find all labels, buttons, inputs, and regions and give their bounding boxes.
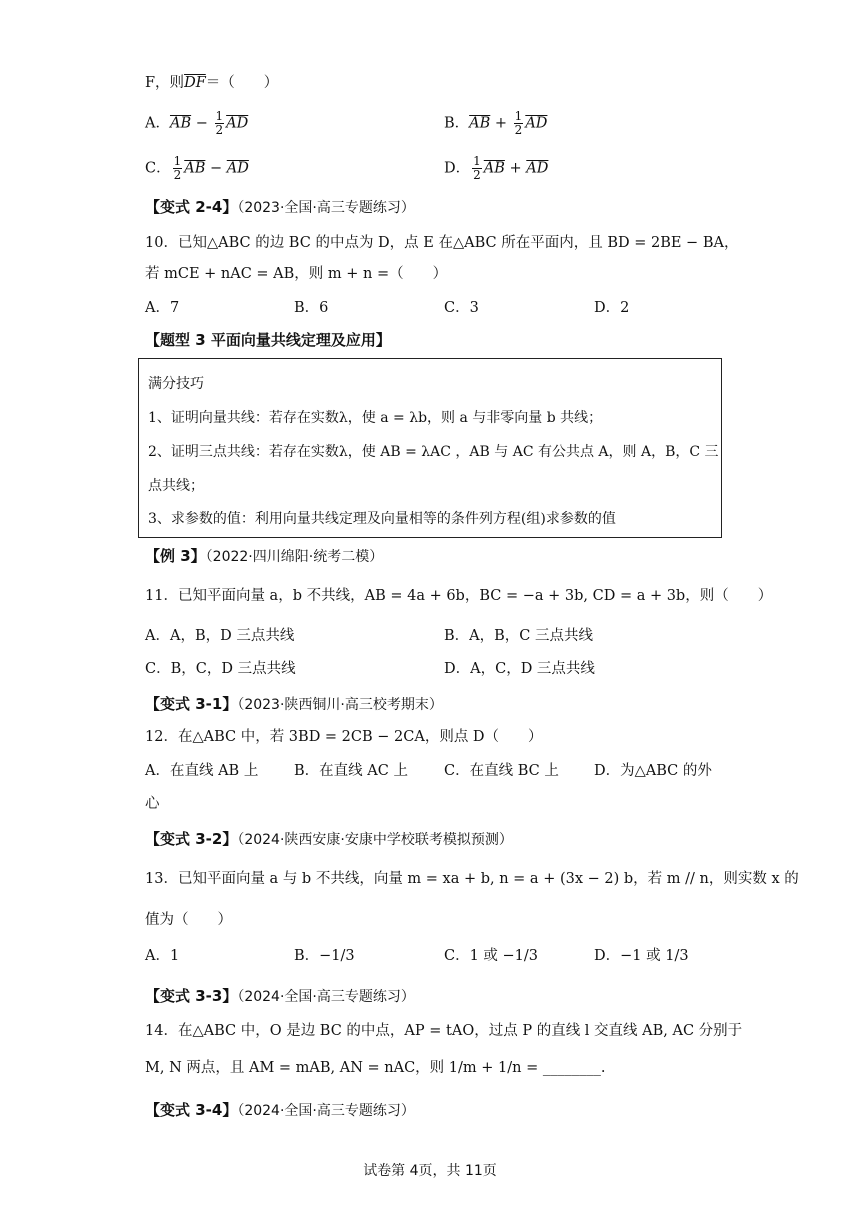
q11-option-c: C．B，C，D 三点共线: [145, 661, 296, 677]
q12-option-a: A．在直线 AB 上: [145, 763, 259, 779]
option-label: B．: [444, 115, 470, 132]
q9-vec: $\overline{DF}$: [184, 75, 206, 91]
vector: $\overline{AD}$: [226, 160, 249, 177]
q13-option-d: D．−1 或 1/3: [594, 948, 689, 964]
operator: +: [494, 115, 508, 132]
q11-option-b: B．A，B，C 三点共线: [444, 628, 593, 644]
tips-title: 满分技巧: [148, 376, 204, 392]
page-footer: 试卷第 4页，共 11页: [363, 1163, 497, 1179]
operator: −: [195, 115, 208, 132]
fraction: $\frac{1}{2}$: [473, 154, 481, 182]
q12-option-d: D．为△ABC 的外: [594, 763, 712, 779]
example-3-header: [145, 546, 383, 567]
vector: $\overline{AD}$: [526, 160, 549, 177]
q12-stem: 12．在△ABC 中，若 3BD = 2CB − 2CA，则点 D（ ）: [145, 729, 543, 745]
option-label: A．: [145, 115, 170, 132]
q13-stem: 13．已知平面向量 a 与 b 不共线，向量 m = xa + b, n = a + (3x − 2) b，若 m // n，则实数 x 的: [145, 871, 799, 887]
variant-source: （2023·陕西铜川·高三校考期末）: [237, 697, 443, 713]
q12-option-c: C．在直线 BC 上: [444, 763, 559, 779]
q14-line2: M, N 两点，且 AM = mAB, AN = nAC，则 1/m + 1/n = ________.: [145, 1060, 606, 1076]
option-label: C．: [145, 160, 171, 177]
q9-option-a: [145, 110, 248, 137]
variant-tag: 【变式 3-4】: [145, 1101, 238, 1119]
q13-option-b: B．−1/3: [294, 948, 355, 964]
q11-stem: 11．已知平面向量 a，b 不共线，AB = 4a + 6b，BC = −a + 3b, CD = a + 3b，则（ ）: [145, 588, 773, 604]
q10-option-c: C．3: [444, 300, 479, 316]
example-source: （2022·四川绵阳·统考二模）: [205, 549, 384, 565]
q13-wrap: 值为（ ）: [145, 912, 232, 928]
q10-option-a: A．7: [145, 300, 180, 316]
section-3-header: [145, 330, 391, 351]
vector: $\overline{AB}$: [169, 115, 192, 132]
variant-tag: 【变式 3-3】: [145, 987, 238, 1005]
q14-line1: 14．在△ABC 中，O 是边 BC 的中点，AP = tAO，过点 P 的直线 l 交直线 AB, AC 分别于: [145, 1023, 743, 1039]
vector: $\overline{AB}$: [184, 160, 206, 177]
variant-source: （2024·全国·高三专题练习）: [237, 1103, 415, 1119]
q11-option-a: A．A，B，D 三点共线: [145, 628, 295, 644]
variant-tag: 【变式 3-1】: [145, 695, 238, 713]
vector: $\overline{AB}$: [469, 115, 491, 132]
q10-line2: 若 mCE + nAC = AB，则 m + n =（ ）: [145, 266, 448, 282]
variant-2-4-header: [145, 197, 415, 218]
fraction: $\frac{1}{2}$: [514, 109, 523, 137]
q9-suffix: ＝（ ）: [205, 75, 279, 91]
variant-source: （2023·全国·高三专题练习）: [237, 200, 415, 216]
variant-3-3-header: [145, 986, 415, 1007]
operator: +: [509, 160, 522, 177]
tips-line-3: 点共线；: [148, 478, 204, 494]
fraction: $\frac{1}{2}$: [173, 154, 182, 182]
variant-3-2-header: [145, 829, 513, 850]
q9-tail: [145, 73, 278, 93]
variant-3-4-header: [145, 1100, 415, 1121]
variant-source: （2024·全国·高三专题练习）: [237, 989, 415, 1005]
q10-option-d: D．2: [594, 300, 630, 316]
q13-option-c: C．1 或 −1/3: [444, 948, 539, 964]
q9-option-c: [145, 155, 249, 182]
variant-tag: 【变式 3-2】: [145, 830, 238, 848]
variant-source: （2024·陕西安康·安康中学校联考模拟预测）: [237, 832, 513, 848]
variant-tag: 【变式 2-4】: [145, 198, 238, 216]
option-label: D．: [444, 160, 471, 177]
q12-wrap: 心: [145, 796, 160, 812]
tips-line-1: 1、证明向量共线：若存在实数λ，使 a = λb，则 a 与非零向量 b 共线；: [148, 410, 603, 426]
q12-option-b: B．在直线 AC 上: [294, 763, 408, 779]
q13-option-a: A．1: [145, 948, 180, 964]
q9-option-d: [444, 155, 548, 182]
variant-3-1-header: [145, 694, 443, 715]
q10-option-b: B．6: [294, 300, 329, 316]
q10-line1: 10．已知△ABC 的边 BC 的中点为 D，点 E 在△ABC 所在平面内，且 BD = 2BE − BA，: [145, 235, 739, 251]
tips-line-4: 3、求参数的值：利用向量共线定理及向量相等的条件列方程(组)求参数的值: [148, 511, 616, 527]
vector: $\overline{AB}$: [483, 160, 505, 177]
q11-option-d: D．A，C，D 三点共线: [444, 661, 595, 677]
tips-box: [138, 358, 722, 538]
vector: $\overline{AD}$: [525, 115, 548, 132]
q9-option-b: [444, 110, 547, 137]
operator: −: [210, 160, 223, 177]
fraction: $\frac{1}{2}$: [215, 109, 224, 137]
q9-prefix: F，则: [145, 75, 185, 91]
example-tag: 【例 3】: [145, 547, 206, 565]
vector: $\overline{AD}$: [226, 115, 249, 132]
tips-line-2: 2、证明三点共线：若存在实数λ，使 AB = λAC ，AB 与 AC 有公共点 A，则 A，B，C 三: [148, 444, 719, 460]
section-tag: 【题型 3 平面向量共线定理及应用】: [145, 331, 391, 349]
